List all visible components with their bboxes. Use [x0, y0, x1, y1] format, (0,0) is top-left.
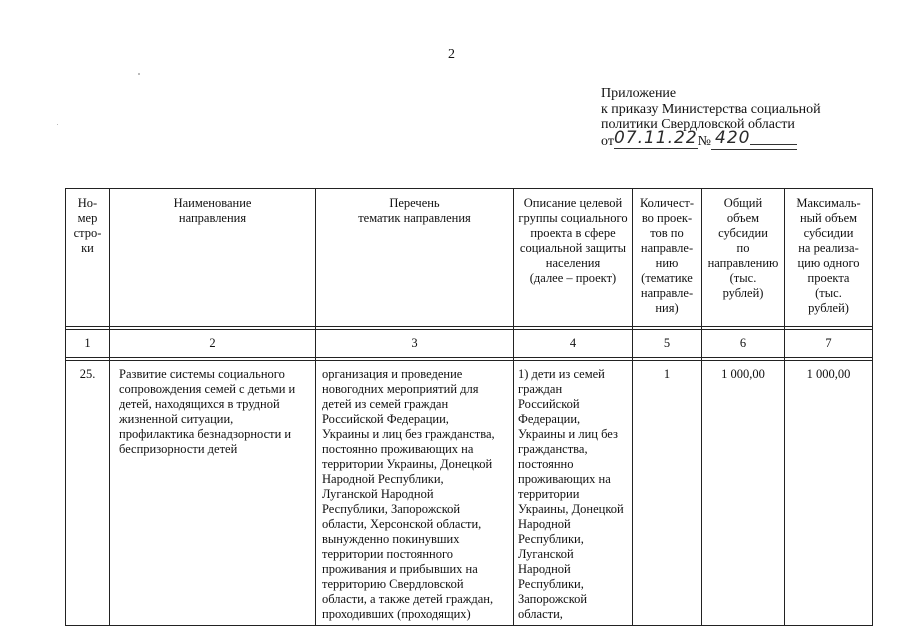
row-total-subsidy: 1 000,00 [702, 361, 785, 626]
number-underline [750, 144, 797, 145]
appendix-ministry-line: политики Свердловской области [601, 117, 795, 132]
col-header-max-subsidy: Максималь- ный объем субсидии на реализа- цию одного проекта (тыс. рублей) [785, 189, 873, 327]
column-number-row [66, 330, 873, 358]
col-header-direction: Наименование направления [110, 189, 316, 327]
scan-speck [57, 124, 58, 125]
column-number: 4 [514, 330, 633, 358]
col-header-total-subsidy: Общий объем субсидии по направлению (тыс. рублей) [702, 189, 785, 327]
row-topics: организация и проведение новогодних мероприятий для детей из семей граждан Российской Федерации, Украины и лиц без гражданства, постоянно проживающих на территории Украины, Донецкой Народной Республики, Луганской Народной Республики, Запорожской области, Херсонской области, вынужденно покинувших территории постоянного проживания и прибывших на территорию Свердловской области, а также детей граждан, проходивших (проходящих) [316, 361, 514, 626]
column-number: 3 [316, 330, 514, 358]
number-label: № [697, 133, 711, 149]
table-header-row [66, 189, 873, 327]
appendix-order-line: к приказу Министерства социальной [601, 101, 821, 117]
row-project-count: 1 [633, 361, 702, 626]
appendix-block [601, 86, 821, 149]
column-number: 5 [633, 330, 702, 358]
column-number: 1 [66, 330, 110, 358]
order-date-number [601, 127, 821, 150]
subsidy-table [65, 188, 873, 626]
appendix-title: Приложение [601, 86, 677, 101]
column-number: 6 [702, 330, 785, 358]
handwritten-date: 07.11.22 [613, 127, 698, 148]
row-target-group: 1) дети из семей граждан Российской Федерации, Украины и лиц без гражданства, постоянно проживающих на территории Украины, Донецкой Народной Республики, Луганской Народной Республики, Запорожской области, [514, 361, 633, 626]
from-label: от [601, 133, 614, 149]
row-line-number: 25. [66, 361, 110, 626]
col-header-project-count: Количест- во проек- тов по направле- нию (тематике направле- ния) [633, 189, 702, 327]
col-header-target-group: Описание целевой группы социального проекта в сфере социальной защиты населения (далее – проект) [514, 189, 633, 327]
column-number: 2 [110, 330, 316, 358]
scan-speck [138, 73, 140, 75]
col-header-line-number: Но- мер стро- ки [66, 189, 110, 327]
row-max-subsidy: 1 000,00 [785, 361, 873, 626]
handwritten-number: 420 [715, 127, 751, 148]
row-direction: Развитие системы социального сопровождения семей с детьми и детей, находящихся в трудной жизненной ситуации, профилактика безнадзорности и беспризорности детей [110, 361, 316, 626]
column-number: 7 [785, 330, 873, 358]
col-header-topics: Перечень тематик направления [316, 189, 514, 327]
page-number: 2 [448, 47, 455, 62]
table-row [66, 361, 873, 626]
